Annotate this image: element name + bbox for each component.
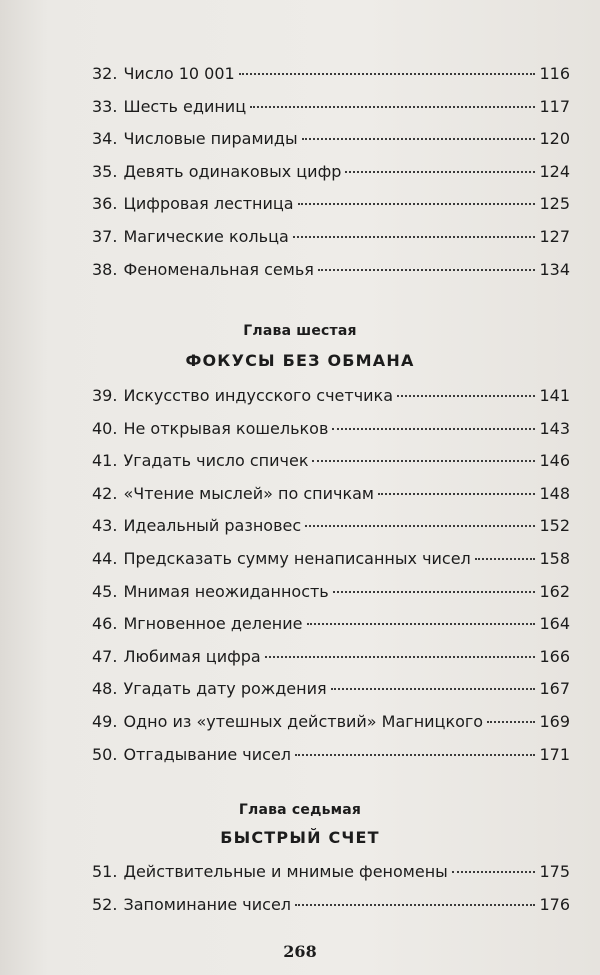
entry-number: 39.: [92, 386, 118, 405]
entry-page: 176: [539, 894, 570, 914]
entry-page: 152: [539, 516, 570, 536]
entry-page: 146: [539, 451, 570, 471]
dot-leader: [239, 73, 536, 75]
entry-number: 52.: [92, 894, 118, 914]
dot-leader: [345, 171, 535, 173]
toc-entry: [92, 484, 570, 517]
entry-title: Девять одинаковых цифр: [123, 161, 342, 181]
entry-page: 125: [539, 194, 570, 214]
toc-entry: [92, 64, 570, 97]
entry-page: 134: [539, 259, 570, 279]
entry-number: 43.: [92, 516, 118, 536]
entry-number: 45.: [92, 581, 118, 601]
dot-leader: [331, 688, 536, 690]
entry-page: 171: [539, 744, 570, 764]
entry-title: Числовые пирамиды: [123, 129, 298, 149]
toc-entry: [92, 582, 570, 615]
entry-title: «Чтение мыслей» по спичкам: [123, 483, 374, 503]
dot-leader: [293, 236, 536, 238]
chapter-label: Глава шестая: [243, 323, 357, 339]
dot-leader: [318, 269, 536, 271]
entry-page: 143: [539, 418, 570, 438]
entry-number: 34.: [92, 129, 118, 149]
entry-number: 49.: [92, 711, 118, 731]
toc-list-section-1: [92, 64, 570, 292]
toc-entry: [92, 451, 570, 484]
toc-entry: [92, 162, 570, 195]
entry-number: 38.: [92, 259, 118, 279]
entry-title: Число 10 001: [123, 64, 235, 83]
entry-number: 41.: [92, 451, 118, 471]
entry-page: 158: [539, 548, 570, 568]
toc-entry: [92, 679, 570, 712]
entry-page: 124: [539, 161, 570, 181]
chapter-title: ФОКУСЫ БЕЗ ОБМАНА: [185, 351, 415, 370]
entry-number: 32.: [92, 64, 118, 83]
dot-leader: [452, 871, 536, 873]
entry-number: 42.: [92, 483, 118, 503]
toc-entry: [92, 745, 570, 778]
entry-page: 166: [539, 646, 570, 666]
entry-title: Угадать дату рождения: [123, 679, 327, 699]
entry-title: Действительные и мнимые феномены: [123, 862, 448, 881]
toc-list-section-2: [92, 386, 570, 777]
entry-title: Любимая цифра: [123, 646, 261, 666]
dot-leader: [305, 525, 535, 527]
entry-title: Магические кольца: [123, 226, 289, 246]
entry-title: Шесть единиц: [123, 96, 247, 116]
entry-page: 117: [539, 96, 570, 116]
dot-leader: [487, 721, 535, 723]
page-number: 268: [283, 942, 317, 961]
toc-entry: [92, 614, 570, 647]
toc-entry: [92, 712, 570, 745]
entry-number: 50.: [92, 744, 118, 764]
toc-entry: [92, 129, 570, 162]
entry-title: Идеальный разновес: [123, 516, 302, 536]
toc-entry: [92, 260, 570, 293]
toc-entry: [92, 862, 570, 895]
entry-number: 35.: [92, 161, 118, 181]
entry-page: 169: [539, 711, 570, 731]
dot-leader: [332, 428, 535, 430]
toc-entry: [92, 549, 570, 582]
entry-number: 33.: [92, 96, 118, 116]
entry-title: Отгадывание чисел: [123, 744, 292, 764]
entry-page: 127: [539, 226, 570, 246]
chapter-label: Глава седьмая: [238, 802, 362, 818]
toc-entry: [92, 895, 570, 928]
toc-entry: [92, 194, 570, 227]
entry-page: 164: [539, 614, 570, 634]
dot-leader: [298, 203, 536, 205]
entry-title: Цифровая лестница: [123, 194, 294, 214]
entry-title: Не открывая кошельков: [123, 418, 329, 438]
entry-title: Угадать число спичек: [123, 451, 309, 471]
dot-leader: [307, 623, 536, 625]
entry-title: Одно из «утешных действий» Магницкого: [123, 711, 484, 731]
entry-title: Мнимая неожиданность: [123, 581, 329, 601]
entry-title: Запоминание чисел: [123, 894, 292, 914]
dot-leader: [302, 138, 536, 140]
dot-leader: [378, 493, 535, 495]
dot-leader: [295, 754, 535, 756]
entry-number: 40.: [92, 418, 118, 438]
entry-page: 175: [539, 862, 570, 881]
dot-leader: [312, 460, 535, 462]
toc-entry: [92, 647, 570, 680]
dot-leader: [295, 904, 535, 906]
entry-page: 148: [539, 483, 570, 503]
entry-number: 47.: [92, 646, 118, 666]
entry-number: 46.: [92, 614, 118, 634]
entry-number: 48.: [92, 679, 118, 699]
dot-leader: [265, 656, 536, 658]
entry-number: 44.: [92, 548, 118, 568]
toc-list-section-3: [92, 862, 570, 927]
entry-page: 162: [539, 581, 570, 601]
entry-page: 116: [539, 64, 570, 83]
toc-entry: [92, 419, 570, 452]
toc-entry: [92, 516, 570, 549]
dot-leader: [333, 591, 536, 593]
entry-number: 37.: [92, 226, 118, 246]
toc-entry: [92, 386, 570, 419]
dot-leader: [397, 395, 535, 397]
entry-number: 36.: [92, 194, 118, 214]
entry-title: Предсказать сумму ненаписанных чисел: [123, 548, 471, 568]
entry-page: 120: [539, 129, 570, 149]
entry-page: 141: [539, 386, 570, 405]
entry-number: 51.: [92, 862, 118, 881]
entry-title: Мгновенное деление: [123, 614, 303, 634]
entry-title: Феноменальная семья: [123, 259, 314, 279]
dot-leader: [250, 106, 535, 108]
dot-leader: [475, 558, 536, 560]
entry-title: Искусство индусского счетчика: [123, 386, 394, 405]
toc-entry: [92, 97, 570, 130]
toc-entry: [92, 227, 570, 260]
entry-page: 167: [539, 679, 570, 699]
chapter-title: БЫСТРЫЙ СЧЕТ: [220, 828, 380, 847]
